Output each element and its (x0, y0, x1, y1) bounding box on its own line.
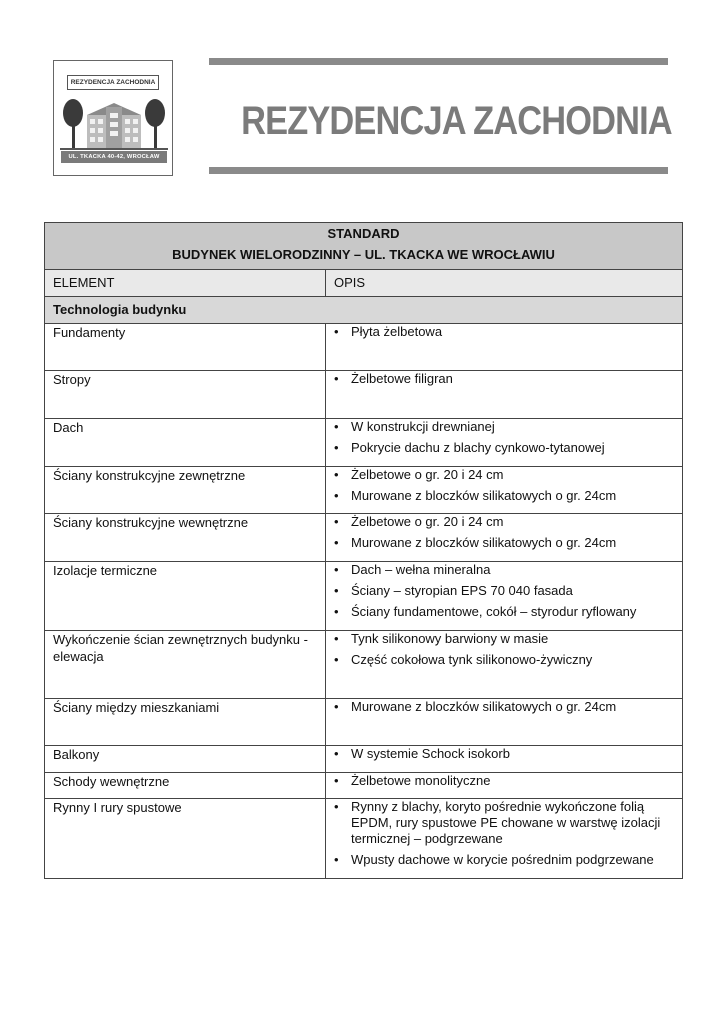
standard-subtitle: BUDYNEK WIELORODZINNY – UL. TKACKA WE WROCŁAWIU (172, 247, 555, 262)
description-list (334, 324, 674, 340)
description-item: • Żelbetowe monolityczne (334, 773, 674, 789)
table-row (45, 467, 683, 514)
header-rule-bottom (209, 167, 668, 174)
column-header-row (45, 270, 683, 297)
table-row (45, 773, 683, 799)
element-description (326, 419, 683, 467)
element-description (326, 799, 683, 879)
element-name: Ściany między mieszkaniami (45, 699, 326, 746)
element-name: Ściany konstrukcyjne wewnętrzne (45, 514, 326, 562)
description-list (334, 371, 674, 387)
element-description (326, 324, 683, 371)
description-list (334, 631, 674, 668)
element-description (326, 631, 683, 699)
table-row (45, 799, 683, 879)
description-item: • Część cokołowa tynk silikonowo-żywiczny (334, 652, 674, 668)
standard-heading (45, 223, 683, 270)
table-row (45, 419, 683, 467)
description-item: • Rynny z blachy, koryto pośrednie wykończone folią EPDM, rury spustowe PE chowane w warstwę izolacji termicznej – podgrzewane (334, 799, 674, 847)
element-name: Schody wewnętrzne (45, 773, 326, 799)
description-list (334, 773, 674, 789)
logo-address: UL. TKACKA 40-42, WROCŁAW (61, 151, 167, 163)
table-row (45, 371, 683, 419)
element-name: Izolacje termiczne (45, 562, 326, 631)
description-item: • Żelbetowe o gr. 20 i 24 cm (334, 514, 674, 530)
element-description (326, 773, 683, 799)
description-list (334, 562, 674, 620)
element-name: Fundamenty (45, 324, 326, 371)
header-rule-top (209, 58, 668, 65)
description-list (334, 699, 674, 715)
section-heading: Technologia budynku (45, 297, 683, 324)
description-item: • Żelbetowe o gr. 20 i 24 cm (334, 467, 674, 483)
element-description (326, 562, 683, 631)
column-header-description: OPIS (326, 270, 683, 297)
description-item: • Murowane z bloczków silikatowych o gr. 24cm (334, 488, 674, 504)
element-name: Stropy (45, 371, 326, 419)
logo-title: REZYDENCJA ZACHODNIA (67, 75, 159, 90)
element-name: Ściany konstrukcyjne zewnętrzne (45, 467, 326, 514)
element-description (326, 467, 683, 514)
element-name: Dach (45, 419, 326, 467)
description-item: • Pokrycie dachu z blachy cynkowo-tytanowej (334, 440, 674, 456)
element-description (326, 371, 683, 419)
description-item: • W systemie Schock isokorb (334, 746, 674, 762)
table-row (45, 514, 683, 562)
description-item: • Tynk silikonowy barwiony w masie (334, 631, 674, 647)
description-item: • Murowane z bloczków silikatowych o gr. 24cm (334, 699, 674, 715)
description-item: • Dach – wełna mineralna (334, 562, 674, 578)
standard-row (45, 223, 683, 270)
spec-table (44, 222, 683, 879)
description-list (334, 419, 674, 456)
description-list (334, 514, 674, 551)
element-description (326, 746, 683, 773)
logo (53, 60, 173, 176)
element-description (326, 699, 683, 746)
description-item: • Płyta żelbetowa (334, 324, 674, 340)
page-title: REZYDENCJA ZACHODNIA (241, 99, 672, 143)
description-item: • Ściany – styropian EPS 70 040 fasada (334, 583, 674, 599)
description-list (334, 799, 674, 868)
table-row (45, 562, 683, 631)
building-illustration (60, 91, 168, 153)
table-row (45, 324, 683, 371)
table-row (45, 746, 683, 773)
element-name: Rynny I rury spustowe (45, 799, 326, 879)
description-list (334, 746, 674, 762)
element-description (326, 514, 683, 562)
description-item: • Wpusty dachowe w korycie pośrednim podgrzewane (334, 852, 674, 868)
element-name: Wykończenie ścian zewnętrznych budynku - elewacja (45, 631, 326, 699)
section-row (45, 297, 683, 324)
standard-title: STANDARD (327, 226, 400, 241)
table-row (45, 699, 683, 746)
description-item: • Murowane z bloczków silikatowych o gr. 24cm (334, 535, 674, 551)
column-header-element: ELEMENT (45, 270, 326, 297)
element-name: Balkony (45, 746, 326, 773)
description-item: • W konstrukcji drewnianej (334, 419, 674, 435)
description-item: • Ściany fundamentowe, cokół – styrodur ryflowany (334, 604, 674, 620)
table-row (45, 631, 683, 699)
description-item: • Żelbetowe filigran (334, 371, 674, 387)
description-list (334, 467, 674, 504)
